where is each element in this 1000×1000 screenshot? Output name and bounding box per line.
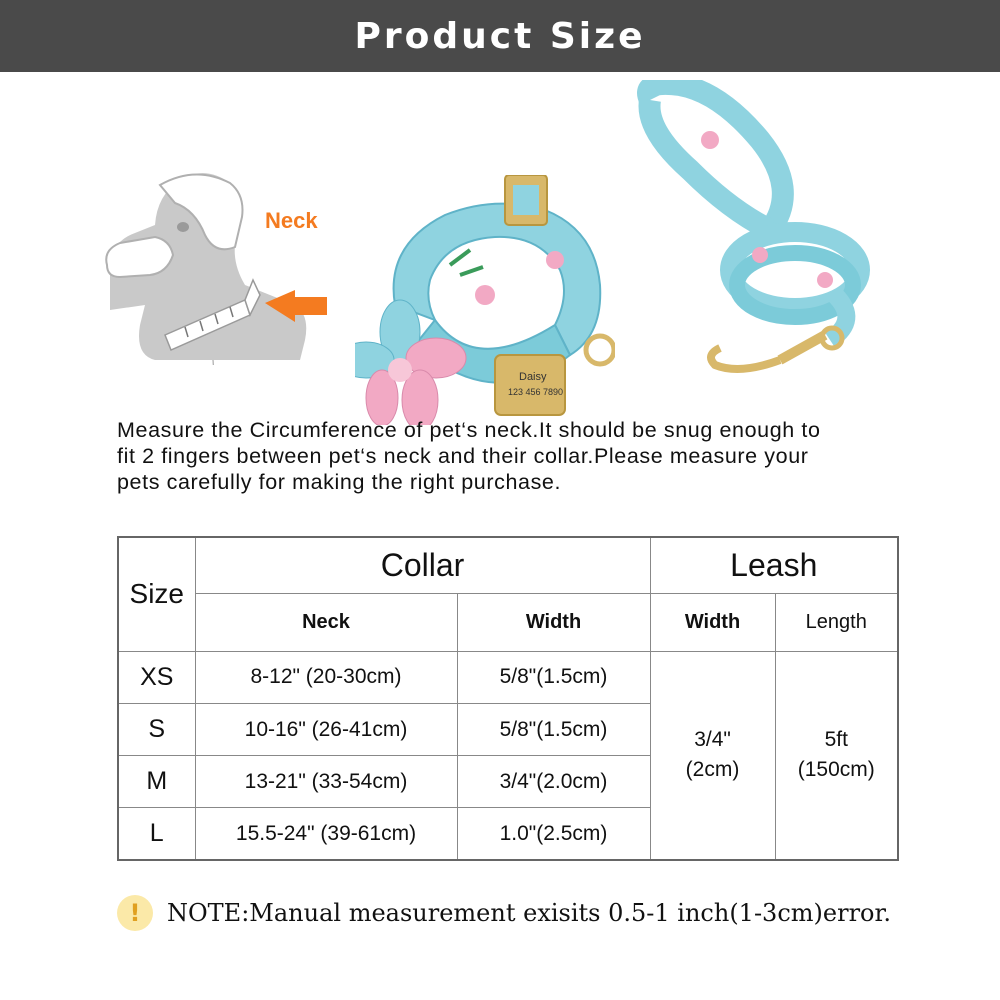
size-cell: S bbox=[118, 704, 195, 756]
instruction-line: pets carefully for making the right purchase. bbox=[117, 470, 562, 494]
neck-cell: 8-12" (20-30cm) bbox=[195, 651, 457, 703]
tag-name: Daisy bbox=[519, 371, 547, 383]
leash-length-value: 5ft bbox=[824, 728, 848, 752]
leash-length-header: Length bbox=[775, 593, 898, 651]
dog-measure-illustration bbox=[95, 155, 335, 365]
instruction-line: Measure the Circumference of pet‘s neck.It should be snug enough to bbox=[117, 418, 821, 442]
collar-width-header: Width bbox=[457, 593, 650, 651]
table-header-row bbox=[118, 537, 898, 593]
leash-width-cell bbox=[650, 651, 775, 860]
neck-cell: 10-16" (26-41cm) bbox=[195, 704, 457, 756]
note-text: NOTE:Manual measurement exisits 0.5-1 inch(1-3cm)error. bbox=[167, 899, 891, 927]
header-banner bbox=[0, 0, 1000, 72]
product-illustrations bbox=[0, 80, 1000, 400]
leash-illustration bbox=[620, 80, 880, 390]
size-cell: XS bbox=[118, 651, 195, 703]
size-chart-table bbox=[117, 536, 899, 861]
neck-cell: 15.5-24" (39-61cm) bbox=[195, 808, 457, 860]
size-cell: M bbox=[118, 756, 195, 808]
collar-neck-header: Neck bbox=[195, 593, 457, 651]
leash-group-header: Leash bbox=[650, 537, 898, 593]
table-subheader-row bbox=[118, 593, 898, 651]
instruction-line: fit 2 fingers between pet‘s neck and their collar.Please measure your bbox=[117, 444, 809, 468]
size-column-header: Size bbox=[118, 537, 195, 651]
leash-length-cell bbox=[775, 651, 898, 860]
width-cell: 3/4"(2.0cm) bbox=[457, 756, 650, 808]
width-cell: 1.0"(2.5cm) bbox=[457, 808, 650, 860]
size-cell: L bbox=[118, 808, 195, 860]
neck-label: Neck bbox=[265, 208, 318, 233]
page-title: Product Size bbox=[354, 15, 646, 57]
neck-cell: 13-21" (33-54cm) bbox=[195, 756, 457, 808]
warning-icon: ! bbox=[117, 895, 153, 931]
measurement-note bbox=[117, 895, 891, 931]
table-row bbox=[118, 651, 898, 703]
leash-width-value: 3/4" bbox=[694, 728, 731, 752]
collar-illustration bbox=[355, 175, 615, 425]
leash-length-metric: (150cm) bbox=[797, 758, 875, 782]
width-cell: 5/8"(1.5cm) bbox=[457, 704, 650, 756]
width-cell: 5/8"(1.5cm) bbox=[457, 651, 650, 703]
collar-group-header: Collar bbox=[195, 537, 650, 593]
measurement-instructions bbox=[117, 417, 917, 495]
tag-phone: 123 456 7890 bbox=[508, 387, 564, 397]
leash-width-header: Width bbox=[650, 593, 775, 651]
leash-width-metric: (2cm) bbox=[685, 758, 740, 782]
